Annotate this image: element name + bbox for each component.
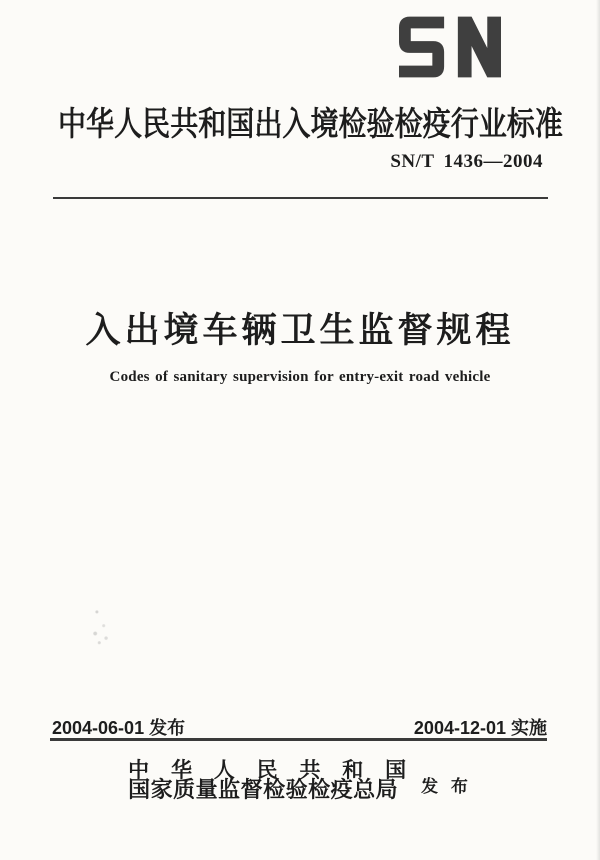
publisher-line2: 国家质量监督检验检疫总局 [128, 777, 399, 802]
dates-row [52, 714, 547, 740]
publish-label: 发 布 [421, 776, 472, 796]
header-title: 中华人民共和国出入境检验检疫行业标准 [58, 105, 563, 142]
document-title-english: Codes of sanitary supervision for entry-exit road vehicle [109, 369, 491, 385]
issue-date: 2004-06-01 发布 [52, 718, 186, 738]
scan-smudge [85, 605, 119, 651]
sn-logo [399, 16, 501, 78]
standard-number: SN/T 1436—2004 [390, 151, 543, 172]
implement-date: 2004-12-01 实施 [413, 718, 547, 738]
top-rule [53, 197, 548, 199]
bottom-rule [50, 738, 547, 741]
sn-logo-text [399, 78, 400, 79]
publisher-line1: 中 华 人 民 共 和 国 [128, 759, 407, 782]
sn-logo-glyphs [399, 16, 501, 78]
publisher-name [128, 761, 406, 800]
publisher-block [0, 761, 600, 800]
document-title-chinese: 入出境车辆卫生监督规程 [85, 311, 515, 350]
